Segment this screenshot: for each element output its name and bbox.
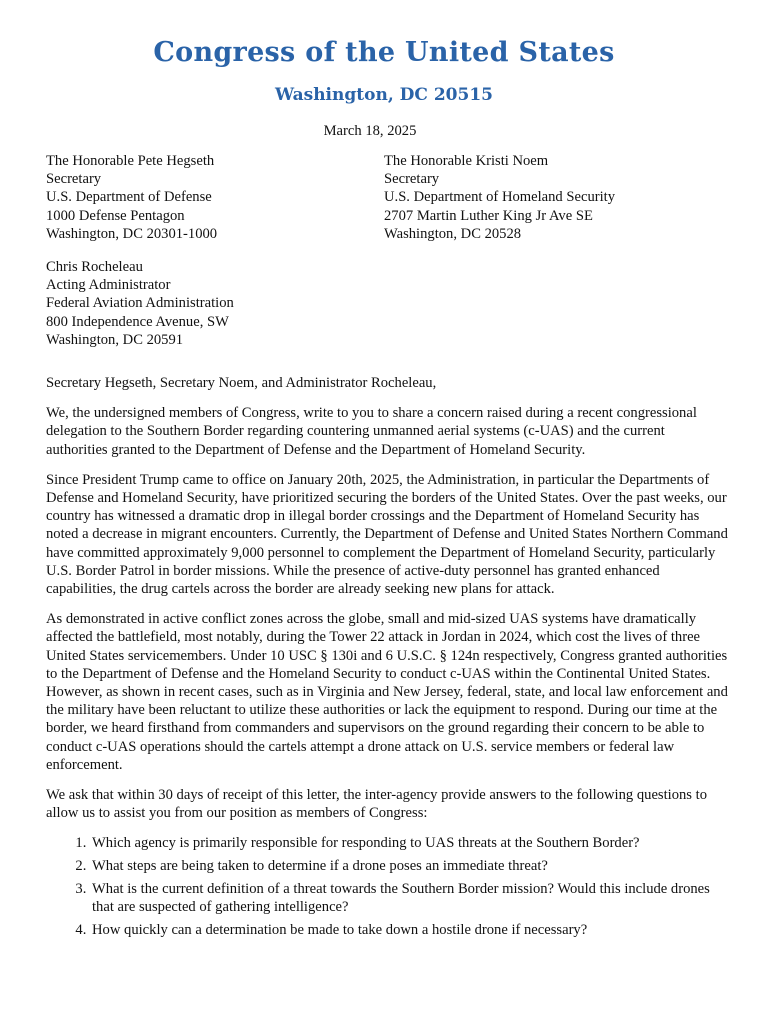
- address-line: U.S. Department of Defense: [46, 189, 212, 206]
- letterhead-title: Congress of the United States: [153, 37, 615, 68]
- paragraph: As demonstrated in active conflict zones across the globe, small and mid-sized UAS systems have dramatically affected the battlefield, most notably, during the Tower 22 attack in Jordan in 2024, which cost the lives of three United States servicemembers. Under 10 USC § 130i and 6 U.S.C. § 124n respectively, Congress granted authorities to the Department of Defense and the Homeland Security to conduct c-UAS within the Continental United States. However, as shown in recent cases, such as in Virginia and New Jersey, federal, state, and local law enforcement and the military have been reluctant to utilize these authorities or lack the equipment to respond. During our time at the border, we heard firsthand from commanders and supervisors on the ground regarding their concern to be able to conduct c-UAS operations should the cartels attempt a drone attack on U.S. service members or federal law enforcement.: [46, 611, 728, 773]
- address-line: The Honorable Pete Hegseth: [46, 153, 215, 169]
- recipient-address-hegseth: [46, 152, 217, 243]
- address-line: Washington, DC 20301-1000: [46, 225, 218, 242]
- paragraph: We ask that within 30 days of receipt of this letter, the inter-agency provide answers to the following questions to allow us to assist you from our position as members of Congress:: [46, 787, 707, 822]
- question-item: 3. What is the current definition of a threat towards the Southern Border mission? Would this include drones that are suspected of gathering intelligence?: [90, 880, 730, 916]
- address-line: Secretary: [384, 171, 440, 188]
- recipient-address-rocheleau: [46, 258, 234, 349]
- letter-body: [46, 374, 730, 943]
- address-line: Washington, DC 20528: [384, 225, 522, 242]
- address-line: Acting Administrator: [46, 277, 171, 294]
- paragraph: We, the undersigned members of Congress, write to you to share a concern raised during a recent congressional delegation to the Southern Border regarding countering unmanned aerial systems (c-UAS) and the current authorities granted to the Department of Defense and the Department of Homeland Security.: [46, 405, 697, 458]
- letter-date: March 18, 2025: [323, 123, 417, 139]
- address-line: Secretary: [46, 171, 102, 188]
- question-item: 2. What steps are being taken to determine if a drone poses an immediate threat?: [90, 857, 730, 875]
- question-item: 1. Which agency is primarily responsible for responding to UAS threats at the Southern Border?: [90, 834, 730, 852]
- letterhead-subtitle: Washington, DC 20515: [275, 85, 493, 105]
- address-line: Washington, DC 20591: [46, 331, 184, 348]
- address-line: Federal Aviation Administration: [46, 295, 234, 312]
- address-line: 1000 Defense Pentagon: [46, 207, 185, 224]
- address-line: U.S. Department of Homeland Security: [384, 189, 616, 206]
- address-line: The Honorable Kristi Noem: [384, 153, 549, 169]
- paragraph: Since President Trump came to office on January 20th, 2025, the Administration, in particular the Departments of Defense and Homeland Security, have prioritized securing the borders of the United States. Over the past weeks, our country has witnessed a dramatic drop in illegal border crossings and the Department of Homeland Security has noted a decrease in migrant encounters. Currently, the Department of Defense and United States Northern Command have committed approximately 9,000 personnel to complement the Department of Homeland Security, particularly U.S. Border Patrol in border missions. While the presence of active-duty personnel has granted enhanced capabilities, the drug cartels across the border are already seeking new plans for attack.: [46, 471, 728, 598]
- questions-list: [46, 834, 730, 939]
- address-line: 2707 Martin Luther King Jr Ave SE: [384, 207, 593, 224]
- question-item: 4. How quickly can a determination be made to take down a hostile drone if necessary?: [90, 921, 730, 939]
- address-line: 800 Independence Avenue, SW: [46, 313, 229, 330]
- salutation: Secretary Hegseth, Secretary Noem, and Administrator Rocheleau,: [46, 375, 437, 391]
- address-line: Chris Rocheleau: [46, 259, 143, 275]
- recipient-address-noem: [384, 152, 615, 243]
